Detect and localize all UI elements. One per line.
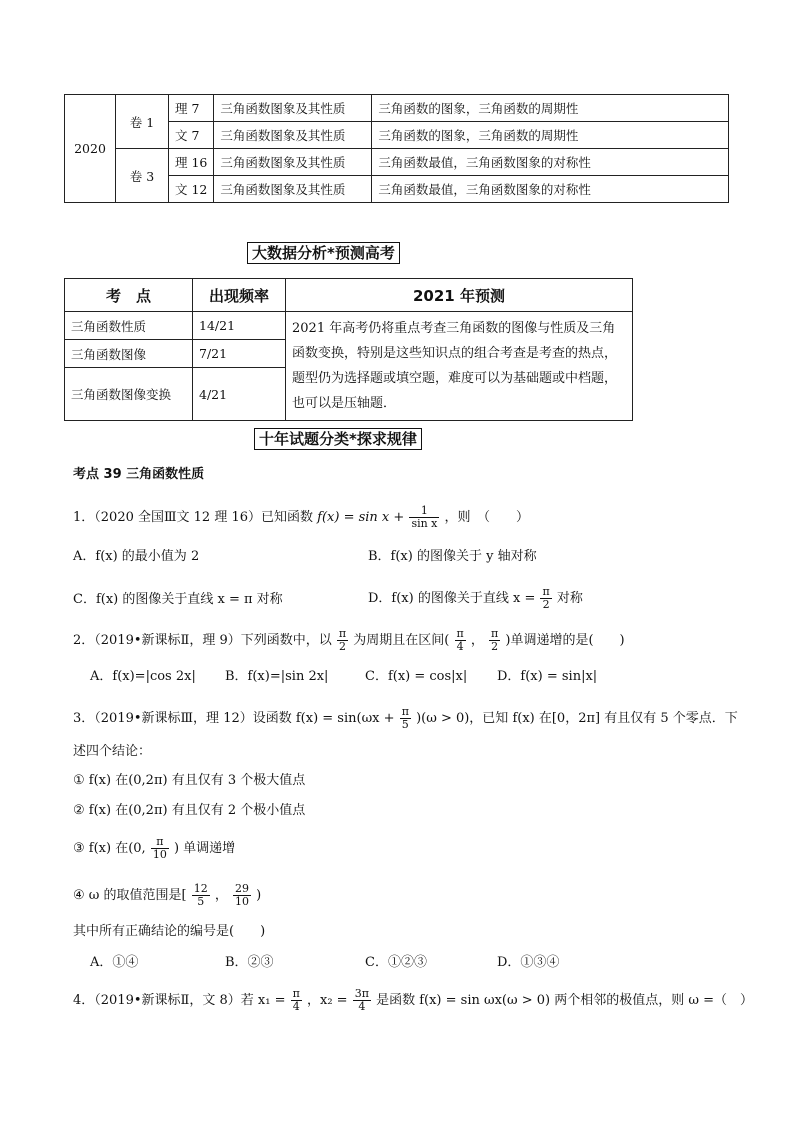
q3-option-c: C．①②③ [365, 955, 427, 970]
q3-statement-2: ② f(x) 在(0,2π) 有且仅有 2 个极小值点 [73, 803, 306, 818]
q3-question: 其中所有正确结论的编号是( ) [73, 924, 266, 939]
detail-cell: 三角函数的图象，三角函数的周期性 [372, 122, 729, 149]
q1-fraction: $\frac{1}{\text{sin x}}$ [411, 504, 438, 530]
frequency-table [64, 278, 633, 421]
frequency-cell: 14/21 [193, 312, 286, 340]
q2-option-a: A．f(x)=|cos 2x| [90, 669, 196, 684]
question-2-stem: 2．（2019•新课标Ⅱ，理 9）下列函数中，以 $\frac{\pi}{2}$ 为周期且在区间( $\frac{\pi}{4}$ ， $\frac{\pi}{2}$ )单调递增的是( ) [73, 627, 625, 653]
topic-cell: 三角函数图象及其性质 [214, 176, 372, 203]
q2-option-c: C．f(x) = cos|x| [365, 669, 468, 684]
section-banner-classification: 十年试题分类*探求规律 [254, 428, 422, 450]
q2-option-d: D．f(x) = sin|x| [497, 669, 598, 684]
q1-option-a: A．f(x) 的最小值为 2 [73, 549, 200, 564]
volume-cell: 卷 1 [116, 95, 169, 149]
q3-statement-4: ④ ω 的取值范围是[ $\frac{12}{5}$ ， $\frac{29}{10}$ ) [73, 882, 262, 908]
q3-option-d: D．①③④ [497, 955, 560, 970]
point-cell: 三角函数图像 [65, 340, 193, 368]
exam-history-table [64, 94, 729, 203]
prediction-cell: 2021 年高考仍将重点考查三角函数的图像与性质及三角函数变换，特别是这些知识点的组合考查是考查的热点，题型仍为选择题或填空题，难度可以为基础题或中档题，也可以是压轴题． [286, 312, 633, 421]
question-cell: 文 7 [169, 122, 214, 149]
table-row [65, 149, 729, 176]
detail-cell: 三角函数最值，三角函数图象的对称性 [372, 149, 729, 176]
topic-cell: 三角函数图象及其性质 [214, 149, 372, 176]
q1-function: f(x) = sin x + [317, 510, 405, 525]
q3-option-b: B．②③ [225, 955, 274, 970]
question-cell: 文 12 [169, 176, 214, 203]
q1-tail: ，则 （ ） [444, 510, 530, 525]
detail-cell: 三角函数的图象，三角函数的周期性 [372, 95, 729, 122]
header-frequency: 出现频率 [193, 279, 286, 312]
q1-option-c: C．f(x) 的图像关于直线 x = π 对称 [73, 592, 283, 607]
table-header-row [65, 279, 633, 312]
question-cell: 理 16 [169, 149, 214, 176]
topic-cell: 三角函数图象及其性质 [214, 95, 372, 122]
q2-option-b: B．f(x)=|sin 2x| [225, 669, 329, 684]
table-row [65, 312, 633, 340]
question-1-stem [73, 505, 529, 530]
detail-cell: 三角函数最值，三角函数图象的对称性 [372, 176, 729, 203]
year-cell: 2020 [65, 95, 116, 203]
question-3-stem-continued: 述四个结论： [73, 744, 152, 759]
q3-option-a: A．①④ [90, 955, 139, 970]
volume-cell: 卷 3 [116, 149, 169, 203]
frequency-cell: 7/21 [193, 340, 286, 368]
table-row [65, 95, 729, 122]
q1-option-d: D．f(x) 的图像关于直线 x = $\frac{\pi}{2}$ 对称 [368, 585, 583, 611]
topic-cell: 三角函数图象及其性质 [214, 122, 372, 149]
frequency-cell: 4/21 [193, 368, 286, 421]
header-point: 考 点 [65, 279, 193, 312]
section-banner-analysis: 大数据分析*预测高考 [247, 242, 400, 264]
question-cell: 理 7 [169, 95, 214, 122]
q3-statement-1: ① f(x) 在(0,2π) 有且仅有 3 个极大值点 [73, 773, 306, 788]
q3-statement-3: ③ f(x) 在(0, $\frac{\pi}{10}$ ) 单调递增 [73, 835, 236, 861]
q1-text: 1．（2020 全国Ⅲ文 12 理 16）已知函数 [73, 510, 314, 525]
question-3-stem: 3．（2019•新课标Ⅲ，理 12）设函数 f(x) = sin(ωx + $\frac{\pi}{5}$ )(ω > 0)，已知 f(x) 在[0，2π] 有且仅有 5 个零点．下 [73, 705, 738, 731]
q1-option-b: B．f(x) 的图像关于 y 轴对称 [368, 549, 537, 564]
header-prediction: 2021 年预测 [286, 279, 633, 312]
question-4-stem: 4．（2019•新课标Ⅱ，文 8）若 x₁ = $\frac{\pi}{4}$ ，x₂ = $\frac{3\pi}{4}$ 是函数 f(x) = sin ωx(ω > 0) 两个相邻的极值点，则 ω =（ ） [73, 987, 753, 1013]
point-cell: 三角函数图像变换 [65, 368, 193, 421]
section-title: 考点 39 三角函数性质 [73, 467, 205, 482]
point-cell: 三角函数性质 [65, 312, 193, 340]
